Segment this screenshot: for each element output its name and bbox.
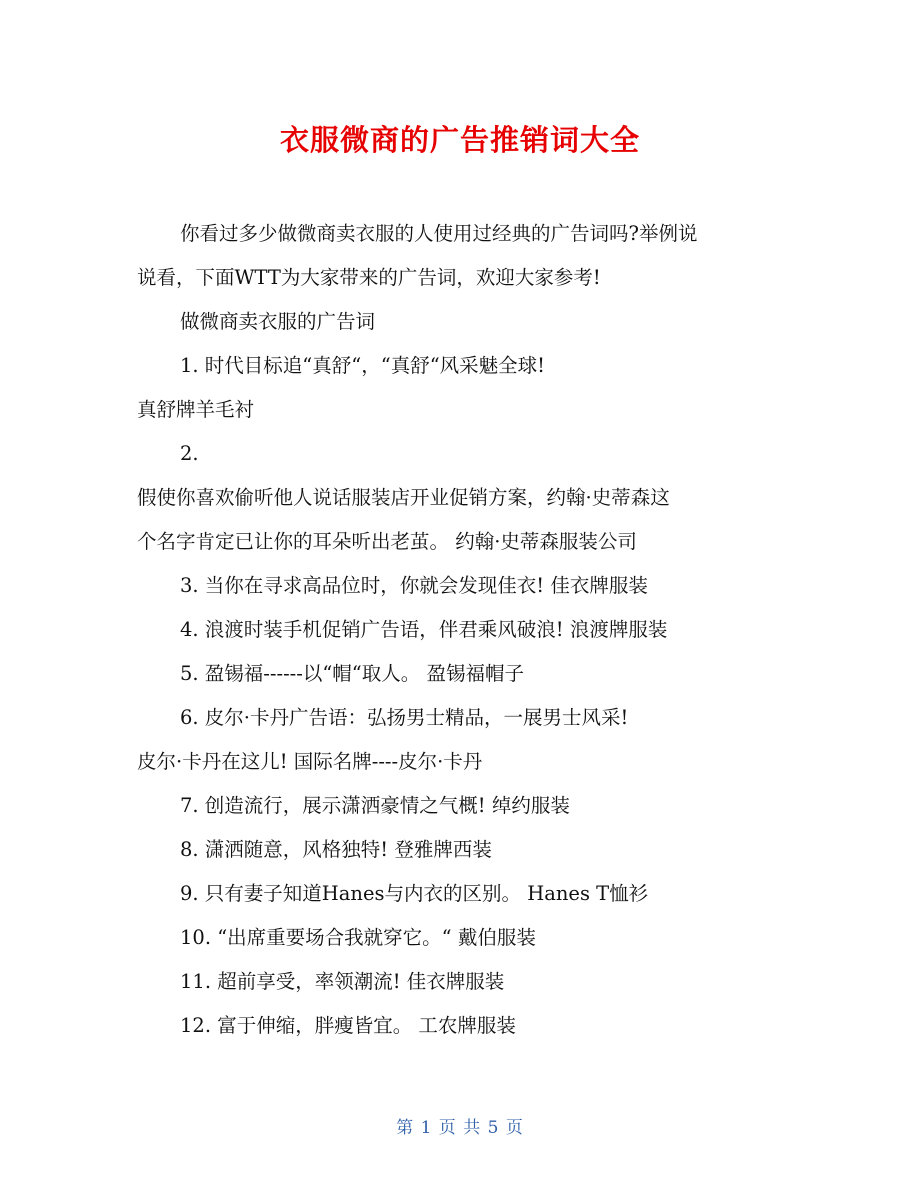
list-item-1: 1. 时代目标追“真舒“，“真舒“风采魅全球! <box>180 354 546 377</box>
intro-line-1: 你看过多少做微商卖衣服的人使用过经典的广告词吗?举例说 <box>180 222 698 245</box>
list-item-9: 9. 只有妻子知道Hanes与内衣的区别。 Hanes T恤衫 <box>180 882 649 905</box>
list-item-11: 11. 超前享受，率领潮流! 佳衣牌服装 <box>180 970 505 993</box>
document-title: 衣服微商的广告推销词大全 <box>279 123 640 157</box>
list-item-5: 5. 盈锡福------以“帽“取人。 盈锡福帽子 <box>180 662 524 685</box>
list-item-2-continuation: 个名字肯定已让你的耳朵听出老茧。 约翰·史蒂森服装公司 <box>137 530 637 553</box>
list-item-4: 4. 浪渡时装手机促销广告语，伴君乘风破浪! 浪渡牌服装 <box>180 618 668 641</box>
list-item-8: 8. 潇洒随意，风格独特! 登雅牌西装 <box>180 838 492 861</box>
page-number-footer: 第 1 页 共 5 页 <box>396 1118 524 1138</box>
section-heading: 做微商卖衣服的广告词 <box>180 310 376 333</box>
list-item-1-continuation: 真舒牌羊毛衬 <box>137 398 255 421</box>
list-item-6: 6. 皮尔·卡丹广告语：弘扬男士精品，一展男士风采! <box>180 706 629 729</box>
document-body <box>137 212 787 1048</box>
list-item-10: 10. “出席重要场合我就穿它。“ 戴伯服装 <box>180 926 536 949</box>
list-item-7: 7. 创造流行，展示潇洒豪情之气概! 绰约服装 <box>180 794 570 817</box>
intro-line-2: 说看，下面WTT为大家带来的广告词，欢迎大家参考! <box>137 266 601 289</box>
list-item-3: 3. 当你在寻求高品位时，你就会发现佳衣! 佳衣牌服装 <box>180 574 648 597</box>
list-item-6-continuation: 皮尔·卡丹在这儿! 国际名牌----皮尔·卡丹 <box>137 750 483 773</box>
list-item-2: 2. <box>180 442 199 465</box>
list-item-12: 12. 富于伸缩，胖瘦皆宜。 工农牌服装 <box>180 1014 516 1037</box>
list-item-2-continuation: 假使你喜欢偷听他人说话服装店开业促销方案，约翰·史蒂森这 <box>137 486 670 509</box>
